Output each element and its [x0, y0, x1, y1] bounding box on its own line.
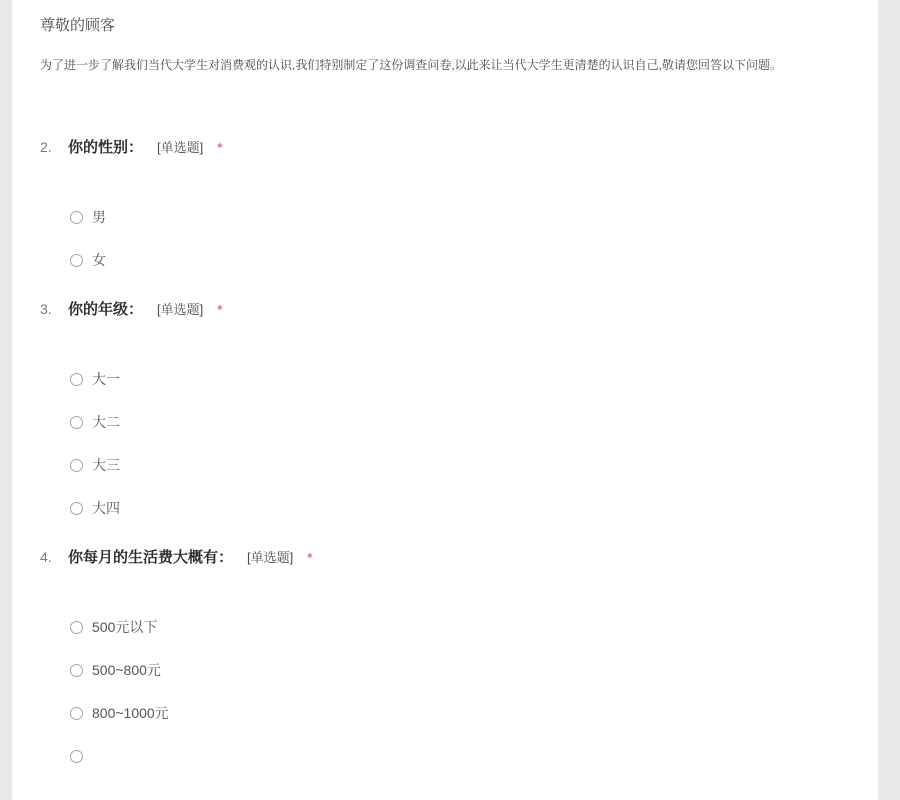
radio-button[interactable] — [70, 373, 83, 386]
option-male[interactable] — [70, 208, 866, 226]
question-title: 你的年级： — [68, 301, 144, 318]
option-label[interactable]: 500元以下 — [92, 619, 158, 635]
question-number: 3. — [40, 301, 52, 317]
option-label[interactable]: 800~1000元 — [92, 705, 169, 721]
question-header — [40, 548, 866, 566]
radio-button[interactable] — [70, 254, 83, 267]
question-gender — [40, 138, 866, 269]
question-number: 4. — [40, 549, 52, 565]
question-type-tag: [单选题] — [157, 302, 204, 317]
question-header — [40, 300, 866, 318]
option-label[interactable]: 大二 — [92, 414, 120, 430]
radio-button[interactable] — [70, 707, 83, 720]
question-type-tag: [单选题] — [157, 140, 204, 155]
option-group — [70, 208, 866, 269]
option-female[interactable] — [70, 251, 866, 269]
question-type-tag: [单选题] — [247, 550, 294, 565]
page-title: 尊敬的顾客 — [40, 17, 116, 34]
option-label[interactable]: 大四 — [92, 500, 120, 516]
radio-button[interactable] — [70, 502, 83, 515]
question-list — [40, 138, 866, 765]
option-label[interactable]: 500~800元 — [92, 662, 161, 678]
option-label[interactable]: 大三 — [92, 457, 120, 473]
radio-button[interactable] — [70, 664, 83, 677]
question-title: 你的性别： — [68, 139, 144, 156]
option-senior[interactable] — [70, 499, 866, 517]
option-label[interactable]: 女 — [92, 252, 106, 268]
survey-intro-text: 为了进一步了解我们当代大学生对消费观的认识,我们特别制定了这份调查问卷,以此来让当代大学生更清楚的认识自己,敬请您回答以下问题。 — [40, 58, 783, 72]
option-group — [70, 370, 866, 517]
required-asterisk: * — [307, 550, 313, 565]
radio-button[interactable] — [70, 621, 83, 634]
option-sophomore[interactable] — [70, 413, 866, 431]
option-label[interactable]: 大一 — [92, 371, 120, 387]
question-grade — [40, 300, 866, 517]
survey-page — [12, 0, 878, 800]
option-500-800[interactable] — [70, 661, 866, 679]
required-asterisk: * — [217, 302, 223, 317]
question-number: 2. — [40, 139, 52, 155]
required-asterisk: * — [217, 140, 223, 155]
question-title: 你每月的生活费大概有： — [68, 549, 234, 566]
radio-button[interactable] — [70, 459, 83, 472]
question-monthly-expense — [40, 548, 866, 765]
radio-button[interactable] — [70, 211, 83, 224]
option-below-500[interactable] — [70, 618, 866, 636]
option-label[interactable]: 男 — [92, 209, 106, 225]
option-group — [70, 618, 866, 765]
radio-button-partial[interactable] — [70, 750, 83, 763]
option-junior[interactable] — [70, 456, 866, 474]
option-partially-visible[interactable] — [70, 747, 866, 765]
option-freshman[interactable] — [70, 370, 866, 388]
question-header — [40, 138, 866, 156]
radio-button[interactable] — [70, 416, 83, 429]
option-800-1000[interactable] — [70, 704, 866, 722]
